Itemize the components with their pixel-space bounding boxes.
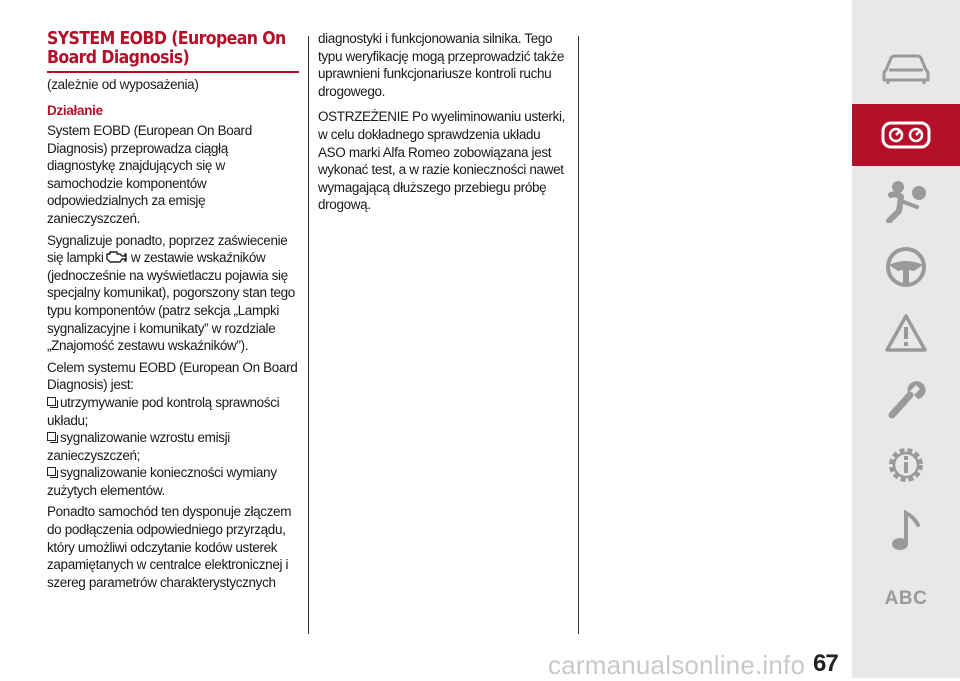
nav-item-steering[interactable] [852,236,960,298]
section-title-line1: SYSTEM EOBD (European On [47,29,286,49]
paragraph-3: Celem systemu EOBD (European On Board Diagnosis) jest: [47,359,298,393]
subsection-heading: Działanie [47,103,103,118]
seat-airbag-icon [881,179,931,223]
bullet-item: utrzymywanie pod kontrolą sprawności układu; [47,394,280,428]
nav-item-safety[interactable] [852,170,960,232]
nav-item-car[interactable] [852,38,960,100]
bullet-item: sygnalizowanie konieczności wymiany zużytych elementów. [47,465,277,498]
dashboard-gauges-icon [880,120,932,150]
column-divider-2 [578,36,579,634]
paragraph-2-end: w zestawie wskaźników (jednocześnie na wyświetlaczu pojawia się specjalny komunikat), pogorszony stan tego typu komponentów (patrz sekcja „Lampki sygnalizacyjne i komunikaty” w rozdziale „Znajomość zestawu wskaźników”). [47,250,295,354]
chapter-sidebar [852,0,960,678]
bullet-item: sygnalizowanie wzrostu emisji zanieczyszczeń; [47,430,230,463]
music-note-icon [888,509,924,553]
engine-warning-icon [104,250,128,264]
car-icon [880,52,932,86]
nav-item-index[interactable] [852,568,960,630]
nav-item-multimedia[interactable] [852,500,960,562]
column-divider-1 [308,36,309,634]
steering-wheel-icon [884,245,928,289]
paragraph-2-start: Sygnalizuje ponadto, poprzez zaświecenie się lampki [47,232,288,266]
bullet-box-icon [47,467,56,476]
section-title [47,30,299,73]
paragraph-4: Ponadto samochód ten dysponuje złączem do podłączenia odpowiedniego przyrządu, który umożliwi odczytanie kodów usterek zapamiętanych w centralce elektronicznej i szereg parametrów charakterystycznych [47,504,292,590]
section-subtitle: (zależnie od wyposażenia) [47,77,199,92]
bullet-box-icon [47,432,56,441]
nav-item-warnings[interactable] [852,302,960,364]
left-column [47,30,299,591]
nav-item-maintenance[interactable] [852,368,960,430]
info-gear-icon [883,442,929,488]
abc-index-label: ABC [884,588,928,609]
paragraph-1: System EOBD (European On Board Diagnosis) przeprowadza ciągłą diagnostykę znajdujących się w samochodzie komponentów odpowiedzialnych za emisję zanieczyszczeń. [47,123,252,226]
warning-triangle-icon [884,313,928,353]
paragraph-6: OSTRZEŻENIE Po wyeliminowaniu usterki, w celu dokładnego sprawdzenia układu ASO marki Alfa Romeo zobowiązana jest wykonać test, a w razie konieczności nawet wymagającą dłuższego przebiegu próbę drogową. [318,109,566,213]
nav-item-technical-data[interactable] [852,434,960,496]
nav-item-dashboard[interactable] [852,104,960,166]
page-number: 67 [813,650,838,677]
bullet-box-icon [47,397,56,406]
paragraph-5: diagnostyki i funkcjonowania silnika. Tego typu weryfikację mogą przeprowadzić także uprawnieni funkcjonariusze kontroli ruchu drogowego. [318,31,565,99]
watermark: carmanualsonline.info [548,650,806,680]
right-column [318,30,568,214]
section-title-line2: Board Diagnosis) [47,48,190,68]
paragraph-2 [47,232,299,355]
wrench-icon [884,377,928,421]
